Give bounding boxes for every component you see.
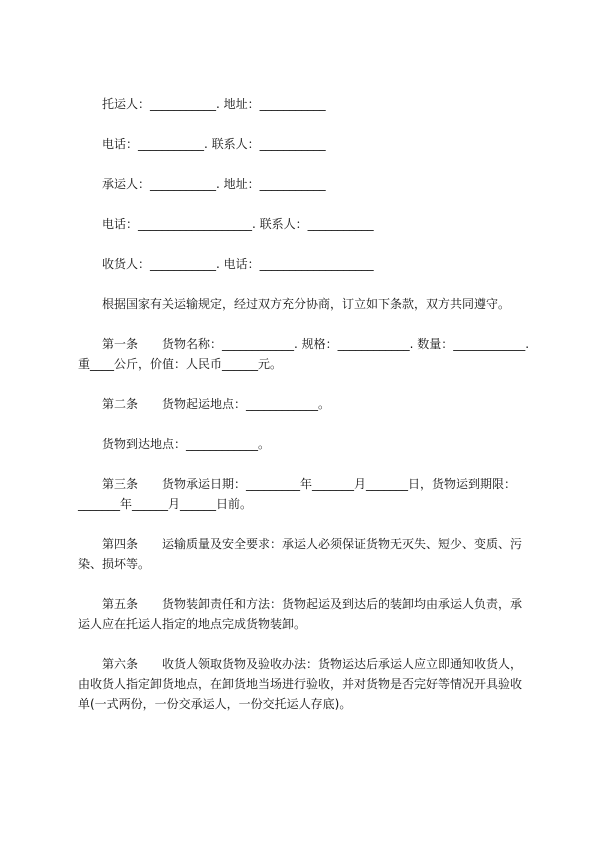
- article-6-text: 收货人领取货物及验收办法：货物运达后承运人应立即通知收货人，: [162, 657, 523, 671]
- article-4-continuation: 染、损坏等。: [78, 557, 151, 571]
- article-1: [102, 336, 529, 352]
- article-5: [102, 596, 522, 612]
- article-4-text: 运输质量及安全要求：承运人必须保证货物无灭失、短少、变质、污: [162, 537, 523, 551]
- shipper-line: 托运人：___________. 地址：___________: [102, 97, 326, 111]
- shipper-phone-line: 电话：___________. 联系人：___________: [102, 137, 326, 151]
- article-5-text: 货物装卸责任和方法：货物起运及到达后的装卸均由承运人负责，承: [162, 597, 523, 611]
- article-5-continuation: 运人应在托运人指定的地点完成货物装卸。: [78, 617, 307, 631]
- article-1-text: 货物名称：____________. 规格：____________. 数量：____________.: [162, 337, 530, 351]
- article-3-continuation: _______年______月______日前。: [78, 497, 253, 511]
- article-6-label: 第六条: [102, 657, 139, 671]
- article-1-label: 第一条: [102, 337, 139, 351]
- article-2-text: 货物起运地点：____________。: [162, 397, 331, 411]
- carrier-line: 承运人：___________. 地址：___________: [102, 177, 326, 191]
- article-3-text: 货物承运日期：_________年_______月_______日，货物运到期限：: [162, 477, 517, 491]
- article-2-destination: 货物到达地点：____________。: [102, 437, 271, 451]
- intro-paragraph: 根据国家有关运输规定，经过双方充分协商，订立如下条款，双方共同遵守。: [102, 297, 511, 311]
- article-3-label: 第三条: [102, 477, 139, 491]
- carrier-phone-line: 电话：___________________. 联系人：___________: [102, 217, 374, 231]
- article-5-label: 第五条: [102, 597, 139, 611]
- article-6-continuation-2: 单(一式两份，一份交承运人，一份交托运人存底)。: [78, 697, 352, 711]
- consignee-line: 收货人：___________. 电话：___________________: [102, 257, 374, 271]
- article-1-continuation: 重____公斤，价值：人民币______元。: [78, 357, 283, 371]
- article-6: [102, 656, 522, 672]
- article-6-continuation-1: 由收货人指定卸货地点，在卸货地当场进行验收，并对货物是否完好等情况开具验收: [78, 677, 523, 691]
- article-2-label: 第二条: [102, 397, 139, 411]
- article-4-label: 第四条: [102, 537, 139, 551]
- article-4: [102, 536, 522, 552]
- article-2: [102, 396, 330, 412]
- article-3: [102, 476, 516, 492]
